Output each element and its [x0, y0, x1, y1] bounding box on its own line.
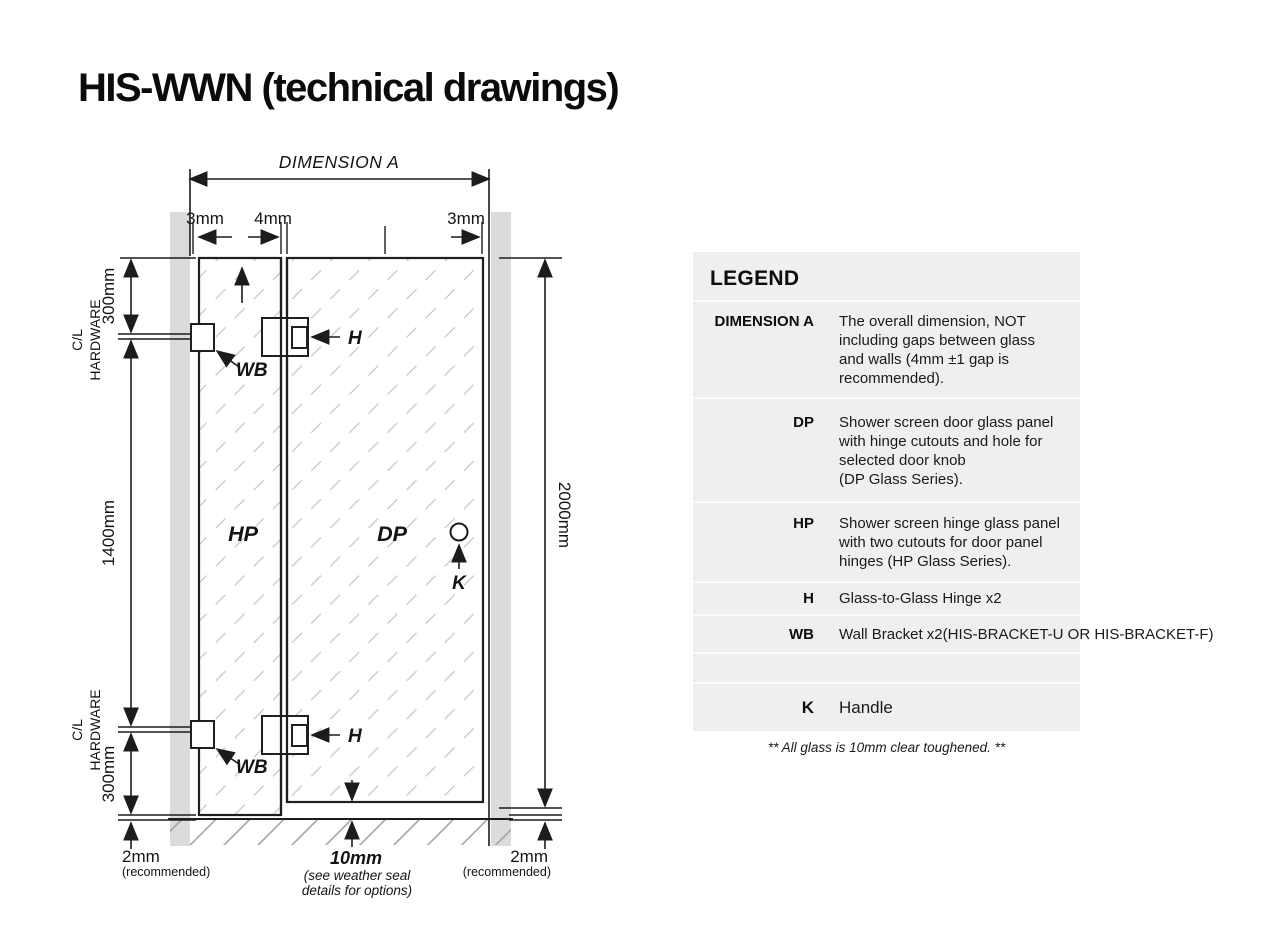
door-panel-label: DP	[377, 522, 407, 546]
legend-line: including gaps between glass	[839, 332, 1035, 349]
cl-hardware-bottom-line1: C/L	[69, 719, 85, 741]
gap-middle-label: 4mm	[254, 209, 292, 228]
legend-row-empty	[693, 652, 1080, 682]
legend-line: Wall Bracket x2(HIS-BRACKET-U OR HIS-BRACKET-F)	[839, 626, 1214, 643]
legend-term: WB	[789, 626, 814, 643]
dim-2mm-left-note: (recommended)	[122, 865, 211, 879]
legend-panel	[693, 252, 1214, 731]
legend-description	[839, 625, 1214, 644]
cl-hardware-top-line1: C/L	[69, 329, 85, 351]
page-title: HIS-WWN (technical drawings)	[78, 66, 619, 110]
legend-line: selected door knob	[839, 452, 966, 469]
legend-row-k	[693, 682, 1080, 731]
legend-row-h	[693, 581, 1080, 614]
dim-10mm-note-line1: (see weather seal	[303, 868, 411, 883]
legend-line: Glass-to-Glass Hinge x2	[839, 590, 1002, 607]
legend-term: DIMENSION A	[714, 313, 814, 330]
legend-term: H	[803, 590, 814, 607]
dim-1400-label: 1400mm	[99, 499, 118, 567]
wall-left	[170, 212, 190, 846]
hinge-top-label: H	[348, 328, 362, 349]
hinge-top-notch	[292, 327, 307, 348]
top-gap-dimensions	[186, 209, 485, 254]
wall-bracket-bottom-label: WB	[236, 757, 268, 778]
legend-row-dp	[693, 397, 1080, 501]
dim-2mm-left-label: 2mm	[122, 847, 160, 866]
gap-right-label: 3mm	[447, 209, 485, 228]
legend-line: Handle	[839, 698, 893, 717]
legend-title: LEGEND	[710, 267, 800, 290]
legend-line: hinges (HP Glass Series).	[839, 553, 1012, 570]
legend-line: Shower screen door glass panel	[839, 414, 1054, 431]
handle-knob	[451, 524, 468, 541]
cl-hardware-bottom-line2: HARDWARE	[87, 689, 103, 771]
legend-term: K	[801, 698, 814, 717]
dim-300-top-label: 300mm	[99, 267, 118, 325]
legend-description	[839, 589, 1002, 608]
hinge-bottom-notch	[292, 725, 307, 746]
legend-line: and walls (4mm ±1 gap is	[839, 351, 1009, 368]
handle-label: K	[452, 573, 466, 594]
legend-line: The overall dimension, NOT	[839, 313, 1026, 330]
legend-line: (DP Glass Series).	[839, 471, 963, 488]
legend-line: with hinge cutouts and hole for	[839, 433, 1043, 450]
cl-hardware-top-line2: HARDWARE	[87, 299, 103, 381]
wall-bracket-top	[191, 324, 214, 351]
dim-10mm-note-line2: details for options)	[301, 883, 413, 898]
dim-10mm-label: 10mm	[329, 848, 383, 868]
legend-line: recommended).	[839, 370, 945, 387]
wall-bracket-top-label: WB	[236, 360, 268, 381]
legend-description	[839, 514, 1060, 571]
legend-footnote: ** All glass is 10mm clear toughened. **	[767, 740, 1006, 755]
legend-description	[839, 312, 1035, 388]
legend-line: Shower screen hinge glass panel	[839, 515, 1060, 532]
legend-term: HP	[793, 515, 814, 532]
floor-hatch	[170, 819, 511, 845]
legend-row-dimension-a	[693, 300, 1080, 397]
dim-2000-label: 2000mm	[555, 481, 574, 549]
legend-row-wb	[693, 614, 1214, 652]
legend-term: DP	[793, 414, 814, 431]
wall-bracket-bottom	[191, 721, 214, 748]
legend-description	[839, 697, 893, 718]
dimension-a-label: DIMENSION A	[278, 152, 400, 172]
dim-2mm-right-note: (recommended)	[462, 865, 551, 879]
hinge-panel-label: HP	[228, 522, 258, 546]
legend-row-hp	[693, 501, 1080, 581]
dim-300-bottom-label: 300mm	[99, 745, 118, 803]
legend-description	[839, 413, 1053, 489]
legend-line: with two cutouts for door panel	[839, 534, 1043, 551]
gap-left-label: 3mm	[186, 209, 224, 228]
hinge-bottom-label: H	[348, 726, 362, 747]
wall-right	[491, 212, 511, 846]
dim-2mm-right-label: 2mm	[510, 847, 548, 866]
